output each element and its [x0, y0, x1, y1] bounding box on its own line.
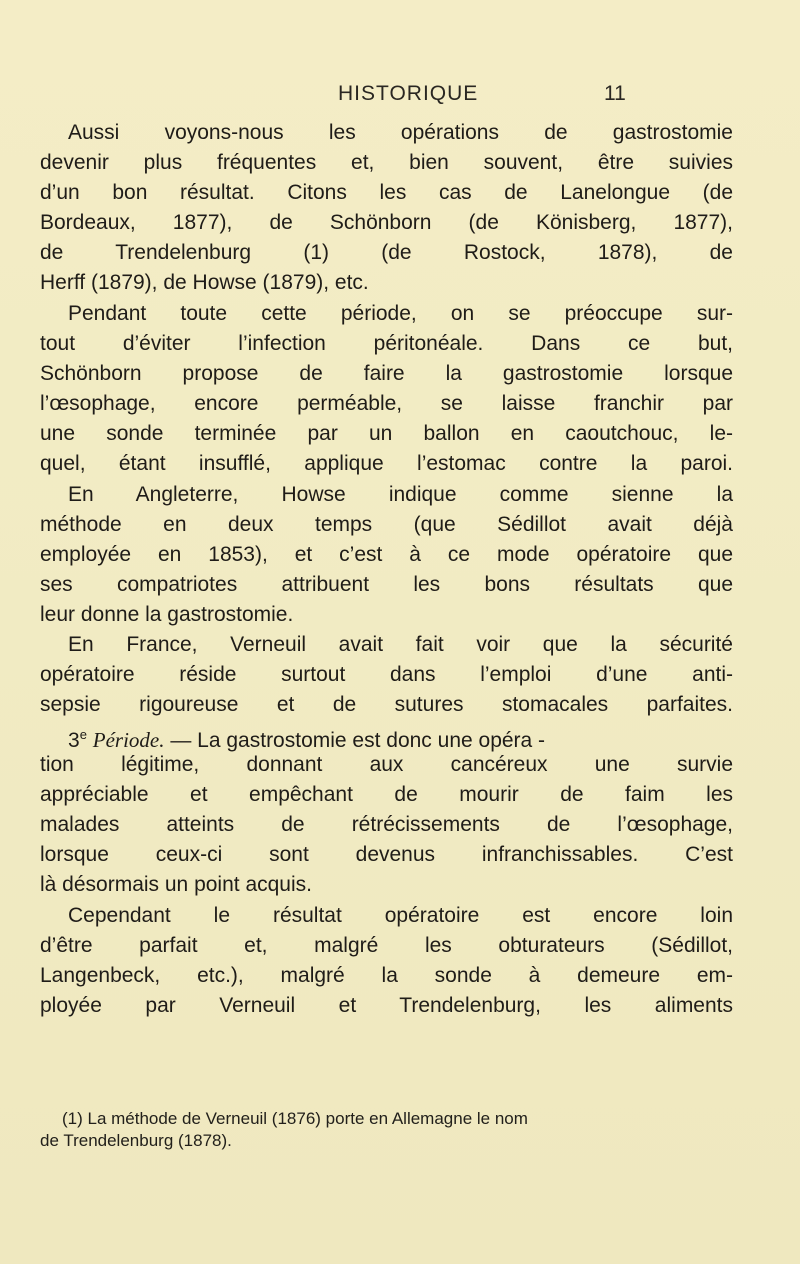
- text-line: appréciable et empêchant de mourir de faim les: [40, 783, 733, 806]
- period-number: 3: [68, 729, 80, 752]
- text-line: une sonde terminée par un ballon en caoutchouc, le-: [40, 422, 733, 445]
- text-line: tion légitime, donnant aux cancéreux une survie: [40, 753, 733, 776]
- text-line: Langenbeck, etc.), malgré la sonde à demeure em-: [40, 964, 733, 987]
- text-line: — La gastrostomie est donc une opéra -: [170, 729, 546, 752]
- footnote-line: de Trendelenburg (1878).: [40, 1131, 232, 1150]
- text-line: leur donne la gastrostomie.: [40, 603, 294, 626]
- footnote-line: (1) La méthode de Verneuil (1876) porte en Allemagne le nom: [62, 1109, 528, 1128]
- text-line: En Angleterre, Howse indique comme sienne la: [68, 483, 733, 506]
- text-line: Schönborn propose de faire la gastrostomie lorsque: [40, 362, 733, 385]
- running-title: HISTORIQUE: [338, 82, 479, 105]
- text-line: opératoire réside surtout dans l’emploi d’une anti-: [40, 663, 733, 686]
- page-header: [0, 82, 800, 112]
- text-line: ployée par Verneuil et Trendelenburg, les aliments: [40, 994, 733, 1017]
- text-line: lorsque ceux-ci sont devenus infranchissables. C’est: [40, 843, 733, 866]
- text-line: sepsie rigoureuse et de sutures stomacales parfaites.: [40, 693, 733, 716]
- text-line: En France, Verneuil avait fait voir que la sécurité: [68, 633, 733, 656]
- text-line: d’un bon résultat. Citons les cas de Lanelongue (de: [40, 181, 733, 204]
- text-line: l’œsophage, encore perméable, se laisse franchir par: [40, 392, 733, 415]
- text-line: méthode en deux temps (que Sédillot avait déjà: [40, 513, 733, 536]
- period-label: Période.: [92, 728, 165, 752]
- text-line: Pendant toute cette période, on se préoccupe sur-: [68, 302, 733, 325]
- text-line: Herff (1879), de Howse (1879), etc.: [40, 271, 369, 294]
- text-line: Aussi voyons-nous les opérations de gastrostomie: [68, 121, 733, 144]
- text-line: tout d’éviter l’infection péritonéale. Dans ce but,: [40, 332, 733, 355]
- period-heading-line: [68, 720, 733, 750]
- text-line: Cependant le résultat opératoire est encore loin: [68, 904, 733, 927]
- text-line: de Trendelenburg (1) (de Rostock, 1878), de: [40, 241, 733, 264]
- page-number: 11: [604, 82, 626, 105]
- text-line: devenir plus fréquentes et, bien souvent, être suivies: [40, 151, 733, 174]
- text-line: quel, étant insufflé, applique l’estomac contre la paroi.: [40, 452, 733, 475]
- text-line: là désormais un point acquis.: [40, 873, 312, 896]
- text-line: employée en 1853), et c’est à ce mode opératoire que: [40, 543, 733, 566]
- text-line: Bordeaux, 1877), de Schönborn (de Könisberg, 1877),: [40, 211, 733, 234]
- period-superscript: e: [79, 727, 87, 742]
- text-line: ses compatriotes attribuent les bons résultats que: [40, 573, 733, 596]
- text-line: malades atteints de rétrécissements de l’œsophage,: [40, 813, 733, 836]
- text-line: d’être parfait et, malgré les obturateurs (Sédillot,: [40, 934, 733, 957]
